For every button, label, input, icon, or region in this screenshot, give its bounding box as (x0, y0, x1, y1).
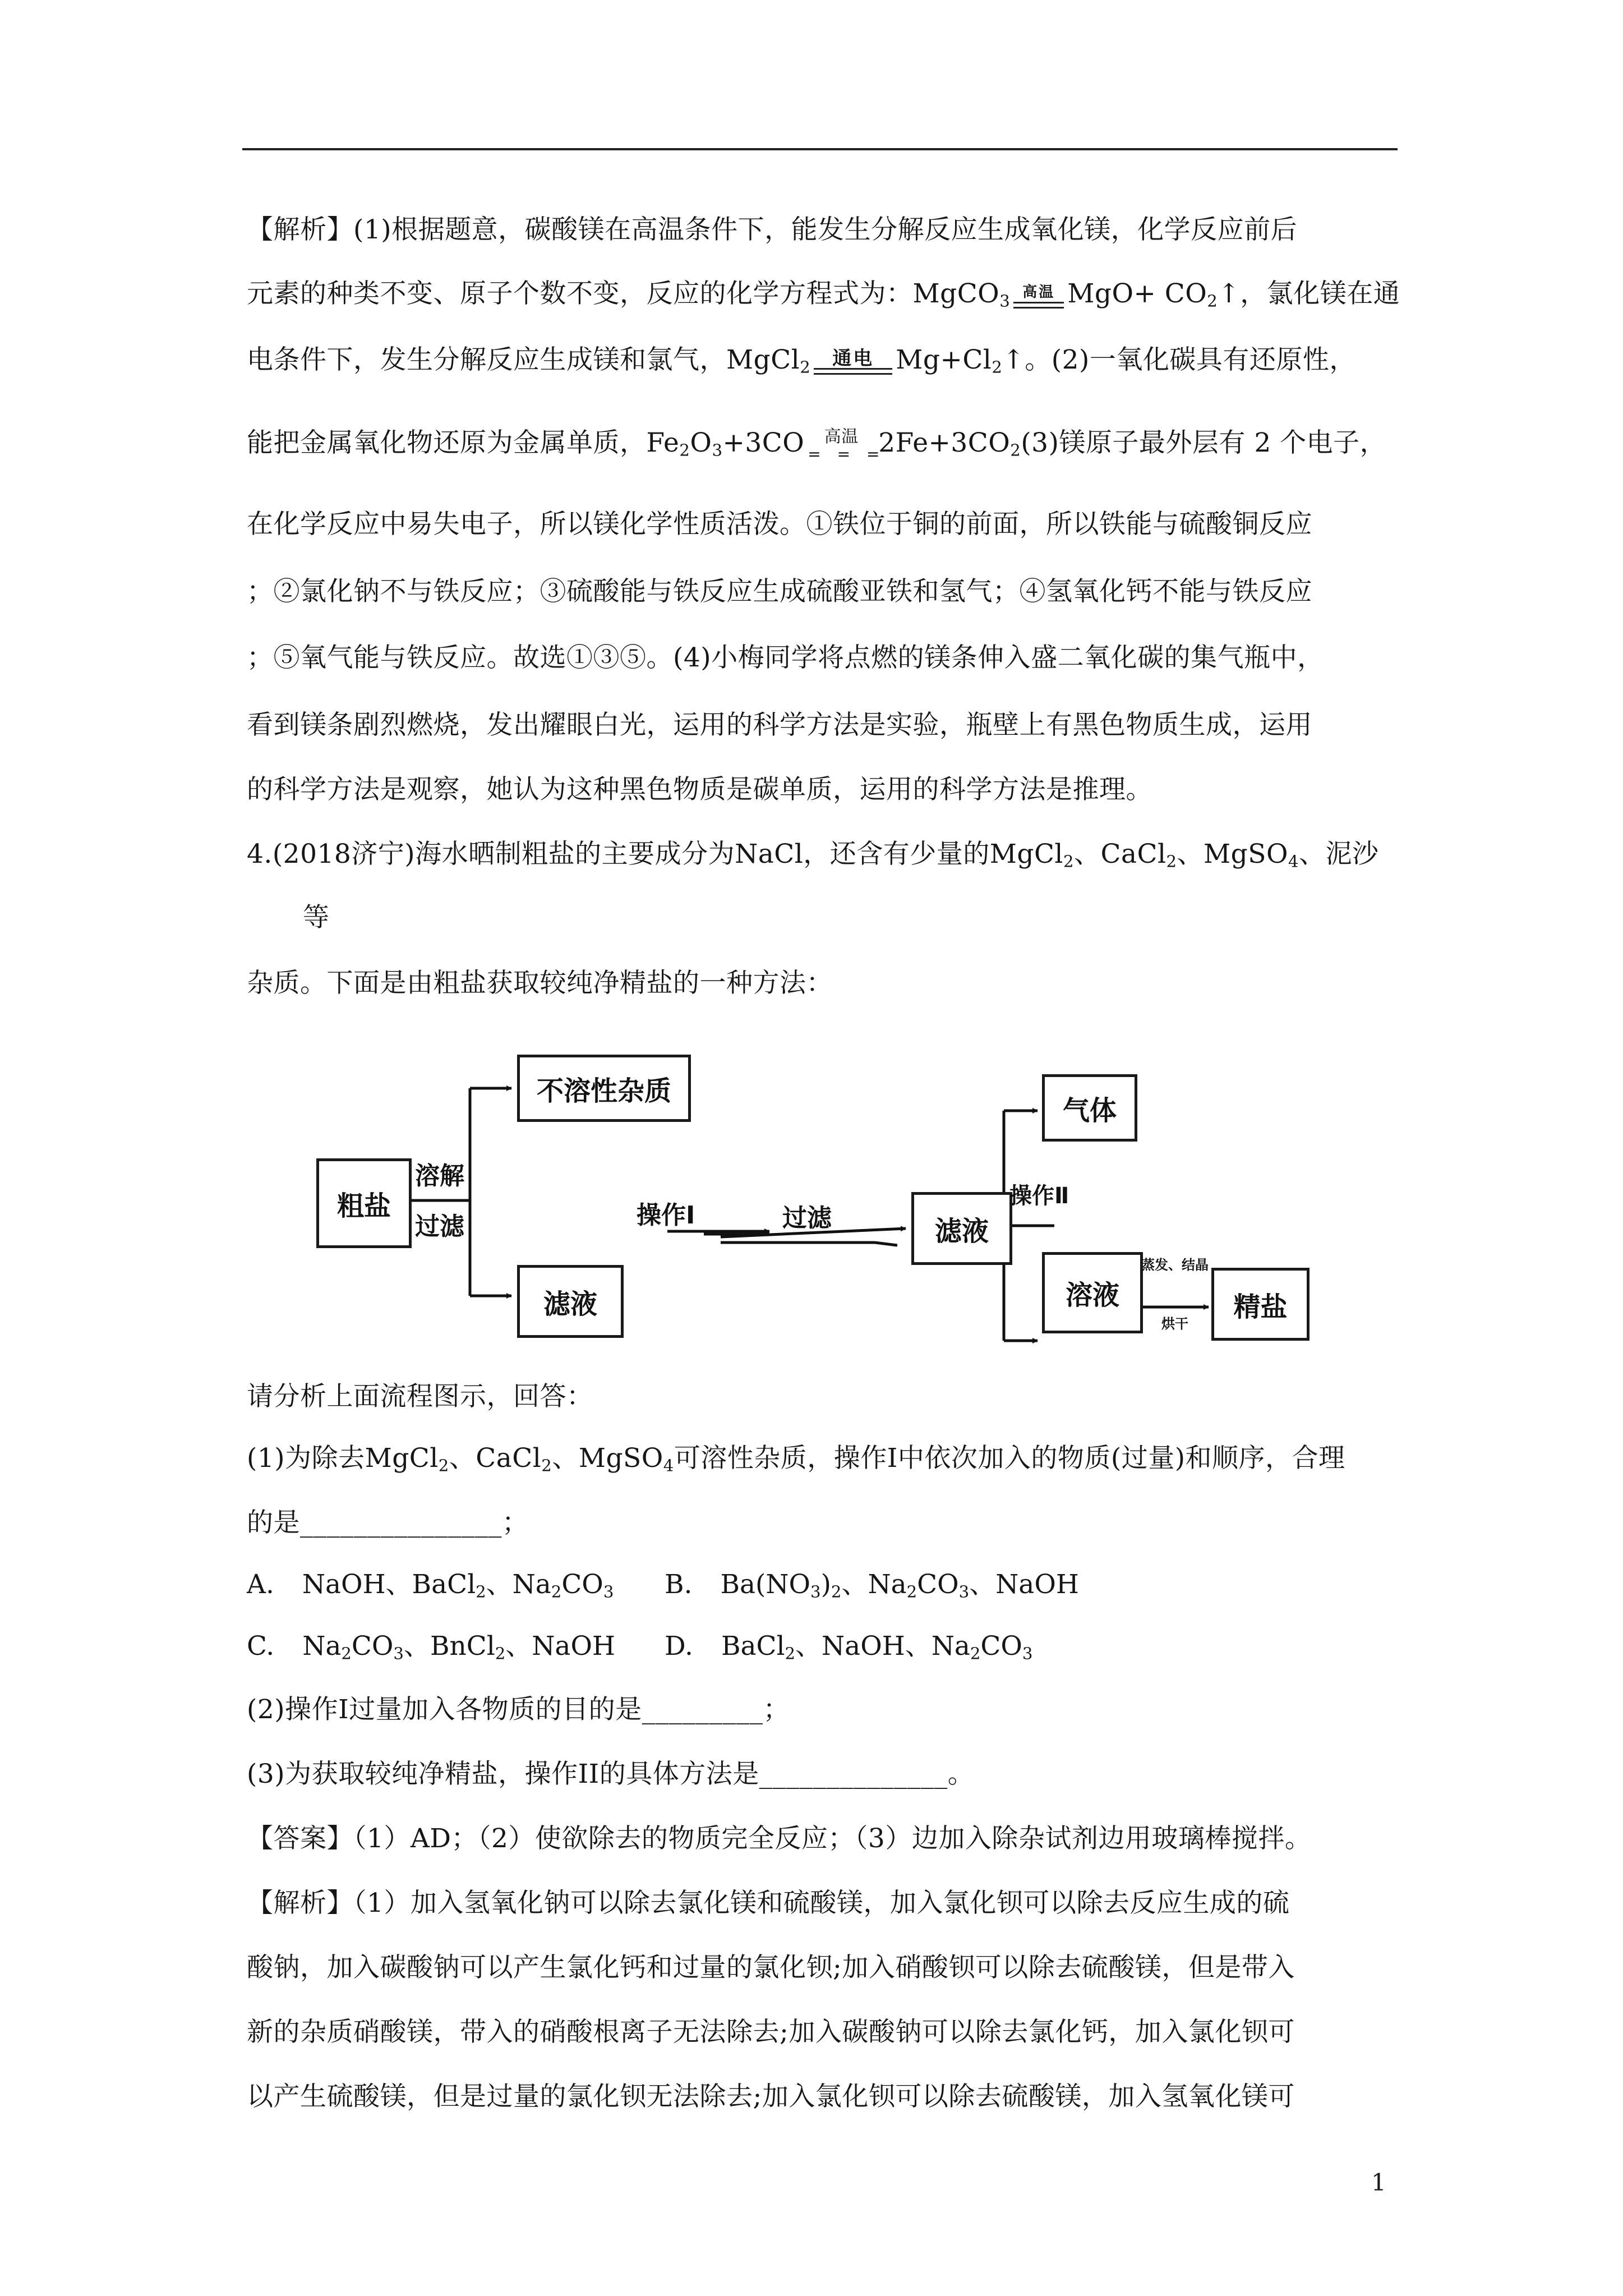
reaction-condition-electrolysis: 通电 (814, 349, 892, 375)
header-rule (242, 148, 1398, 150)
reaction-condition-high-temp: 高温 (1013, 283, 1064, 309)
filtrate-box-2: 滤液 (911, 1192, 1012, 1265)
fine-salt-box: 精盐 (1211, 1268, 1310, 1341)
insoluble-impurity-box: 不溶性杂质 (517, 1055, 691, 1122)
dissolve-label: 溶解 (415, 1162, 464, 1190)
analysis2-line1: 【解析】（1）加入氢氧化钠可以除去氯化镁和硫酸镁，加入氯化钡可以除去反应生成的硫 (247, 1888, 1290, 1918)
analysis1-line5: 在化学反应中易失电子，所以镁化学性质活泼。①铁位于铜的前面，所以铁能与硫酸铜反应 (247, 509, 1312, 540)
page-number: 1 (1371, 2169, 1386, 2196)
question-3: (3)为获取较纯净精盐，操作II的具体方法是______________。 (247, 1759, 975, 1789)
analysis1-line4: 能把金属氧化物还原为金属单质，$Fe_2O_3+3CO$ 高温 = = = $2Fe+3CO_2(3)$镁原子最外层有 2 个电子， (247, 427, 1387, 463)
question-1-line1: (1)为除去MgCl$_2$、CaCl$_2$、MgSO$_4$可溶性杂质，操作Ⅰ中依次加入的物质(过量)和顺序，合理 (247, 1443, 1345, 1475)
question4-line3: 杂质。下面是由粗盐获取较纯净精盐的一种方法： (247, 968, 833, 999)
analysis1-line6: ；②氯化钠不与铁反应；③硫酸能与铁反应生成硫酸亚铁和氢气；④氢氧化钙不能与铁反应 (247, 576, 1312, 607)
operation-2-label: 操作Ⅱ (1009, 1183, 1069, 1209)
option-b: B. $Ba(NO_3)_2$、$Na_2CO_3$、NaOH (665, 1569, 1079, 1602)
questions-intro: 请分析上面流程图示，回答： (247, 1381, 593, 1412)
filter-label-1: 过滤 (415, 1212, 464, 1241)
analysis1-line3: 电条件下，发生分解反应生成镁和氯气，MgCl$_2$ 通电 $Mg+Cl_2↑$。(2)一氧化碳具有还原性， (247, 344, 1356, 377)
operation-1-label: 操作Ⅰ (637, 1201, 695, 1230)
question-1-line2: 的是_______________； (247, 1507, 529, 1538)
analysis1-line8: 看到镁条剧烈燃烧，发出耀眼白光，运用的科学方法是实验，瓶壁上有黑色物质生成，运用 (247, 710, 1312, 740)
analysis1-line1: 【解析】(1)根据题意，碳酸镁在高温条件下，能发生分解反应生成氧化镁，化学反应前后 (247, 214, 1298, 245)
analysis1-line7: ；⑤氧气能与铁反应。故选①③⑤。(4)小梅同学将点燃的镁条伸入盛二氧化碳的集气瓶中， (247, 642, 1324, 673)
filtrate-box-1: 滤液 (517, 1265, 624, 1338)
option-d: D. BaCl$_2$、NaOH、$Na_2CO_3$ (665, 1631, 1033, 1663)
solution-box: 溶液 (1042, 1252, 1143, 1333)
gas-box: 气体 (1042, 1074, 1137, 1142)
filter-label-2: 过滤 (782, 1204, 832, 1232)
question4-line1: 4.(2018济宁)海水晒制粗盐的主要成分为NaCl，还含有少量的MgCl$_2$、CaCl$_2$、MgSO$_4$、泥沙 (247, 839, 1379, 871)
question4-line2: 等 (303, 902, 330, 933)
analysis2-line4: 以产生硫酸镁，但是过量的氯化钡无法除去;加入氯化钡可以除去硫酸镁，加入氢氧化镁可 (247, 2081, 1295, 2112)
reaction-condition-high-temp-2: 高温 = = = (808, 427, 886, 463)
crude-salt-box: 粗盐 (316, 1158, 412, 1248)
option-a: A. NaOH、BaCl$_2$、$Na_2CO_3$ (247, 1569, 614, 1602)
analysis1-line2: 元素的种类不变、原子个数不变，反应的化学方程式为：MgCO$_3$ 高温 $MgO+ CO_2↑$，氯化镁在通 (247, 278, 1400, 311)
analysis2-line3: 新的杂质硝酸镁，带入的硝酸根离子无法除去;加入碳酸钠可以除去氯化钙，加入氯化钡可 (247, 2017, 1295, 2047)
option-c: C. $Na_2CO_3$、BnCl$_2$、NaOH (247, 1631, 615, 1663)
question-2: (2)操作Ⅰ过量加入各物质的目的是_________； (247, 1694, 790, 1725)
analysis2-line2: 酸钠，加入碳酸钠可以产生氯化钙和过量的氯化钡;加入硝酸钡可以除去硫酸镁，但是带入 (247, 1952, 1295, 1983)
answer-line: 【答案】（1）AD；（2）使欲除去的物质完全反应；（3）边加入除杂试剂边用玻璃棒搅拌。 (247, 1823, 1312, 1854)
evaporate-crystallize-label: 蒸发、结晶 (1141, 1257, 1209, 1273)
analysis1-line9: 的科学方法是观察，她认为这种黑色物质是碳单质，运用的科学方法是推理。 (247, 774, 1152, 805)
dry-label: 烘干 (1161, 1316, 1188, 1332)
